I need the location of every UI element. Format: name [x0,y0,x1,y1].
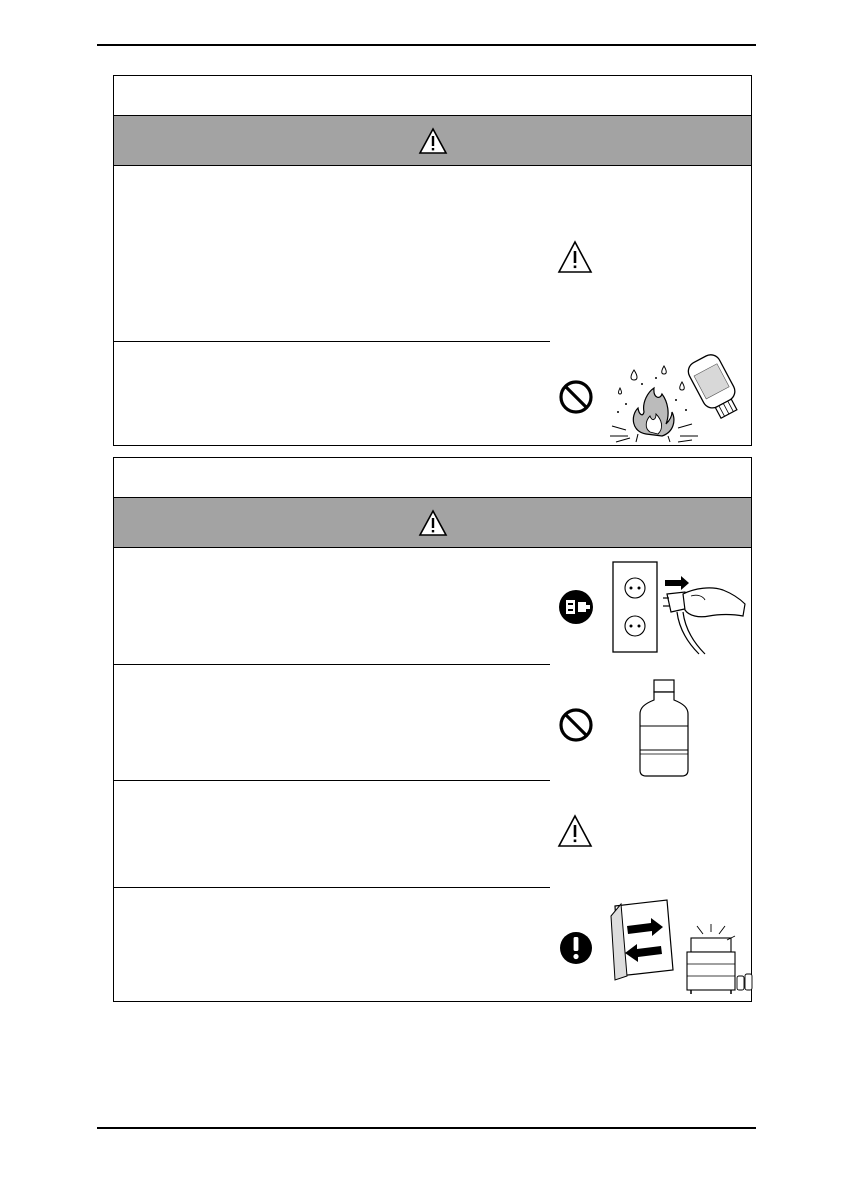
warning-triangle-icon [418,509,448,537]
section-2-row-divider [114,780,550,781]
section-1-warning-banner [114,116,751,166]
prohibited-circle-icon [558,379,594,415]
section-2-row-divider [114,887,550,888]
section-2-header [114,458,751,498]
toner-bottle-fire-illustration [606,348,748,444]
section-2-warning-banner [114,498,751,548]
section-1-row-divider [114,341,550,342]
section-2 [113,457,752,1002]
section-1-header [114,76,751,116]
unplug-icon [558,589,594,625]
footer-rule [97,1127,756,1129]
copier-transport-illustration [607,896,753,998]
mandatory-action-icon [559,931,593,965]
bottle-illustration [636,678,692,778]
unplug-power-cord-illustration [607,558,747,658]
warning-triangle-icon [418,127,448,155]
prohibited-circle-icon [558,707,594,743]
section-2-row-divider [114,664,550,665]
header-rule [97,44,756,46]
section-1 [113,75,752,446]
caution-triangle-icon [557,240,593,274]
caution-triangle-icon [557,814,593,848]
